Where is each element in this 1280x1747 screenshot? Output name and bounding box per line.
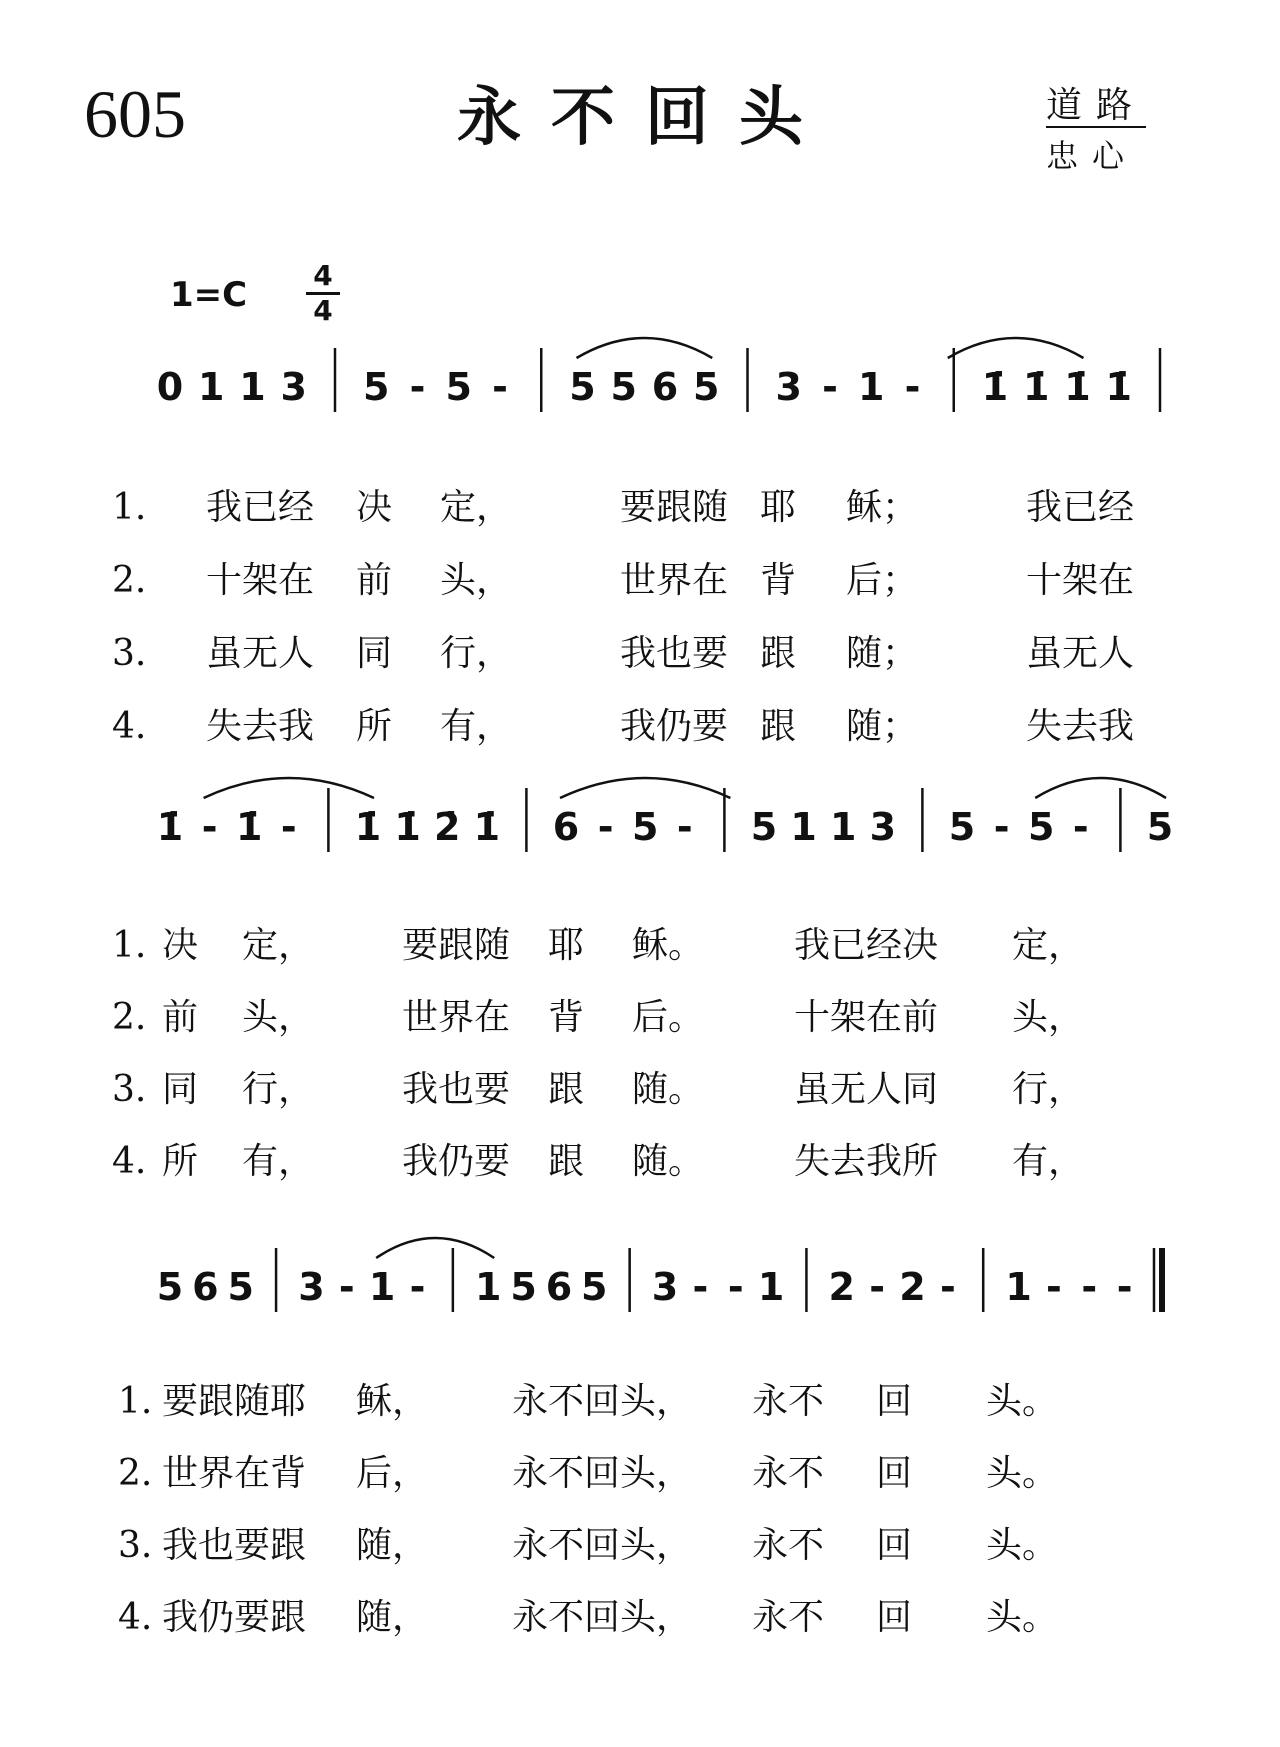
verse-number: 1. bbox=[112, 487, 147, 528]
note: 1̇ bbox=[394, 805, 421, 849]
dash-extension: - bbox=[727, 1265, 744, 1309]
dash-extension: - bbox=[1072, 805, 1089, 849]
note: 5 bbox=[363, 365, 390, 409]
dash-extension: - bbox=[692, 1265, 709, 1309]
lyric-syllable: 头， bbox=[1012, 997, 1085, 1038]
dash-extension: - bbox=[676, 805, 693, 849]
lyric-syllable: 随； bbox=[846, 633, 919, 674]
lyric-syllable: 回 bbox=[876, 1381, 913, 1422]
note: 0 bbox=[156, 365, 184, 409]
lyric-syllable: 要跟随耶 bbox=[162, 1381, 307, 1422]
lyric-syllable: 后； bbox=[846, 560, 919, 601]
note: 5 bbox=[445, 365, 472, 409]
lyric-syllable: 要跟随 bbox=[402, 925, 511, 966]
lyric-syllable: 我仍要 bbox=[402, 1141, 511, 1182]
lyric-syllable: 稣。 bbox=[632, 925, 705, 966]
verse-number: 1. bbox=[112, 925, 147, 966]
lyric-syllable: 我也要跟 bbox=[162, 1525, 307, 1566]
lyric-syllable: 永不回头， bbox=[512, 1453, 693, 1494]
time-signature bbox=[306, 259, 340, 327]
composer-credit: 忠心 bbox=[1046, 137, 1139, 175]
lyric-syllable: 定， bbox=[440, 487, 513, 528]
lyric-syllable: 后。 bbox=[632, 997, 705, 1038]
page-title: 永不回头 bbox=[457, 81, 833, 155]
dash-extension: - bbox=[409, 365, 426, 409]
note: 3 bbox=[280, 365, 307, 409]
note: 5 bbox=[693, 365, 720, 409]
dash-extension: - bbox=[904, 365, 921, 409]
verse-number: 2. bbox=[112, 560, 147, 601]
lyric-syllable: 跟 bbox=[760, 633, 797, 674]
lyric-syllable: 定， bbox=[242, 925, 315, 966]
lyric-syllable: 我仍要 bbox=[620, 706, 729, 747]
time-signature-denominator: 4 bbox=[313, 294, 333, 327]
note: 6 bbox=[545, 1265, 573, 1309]
lyric-syllable: 回 bbox=[876, 1597, 913, 1638]
lyric-syllable: 回 bbox=[876, 1453, 913, 1494]
lyric-syllable: 随； bbox=[846, 706, 919, 747]
slur bbox=[204, 778, 374, 798]
lyric-syllable: 跟 bbox=[760, 706, 797, 747]
lyric-syllable: 我也要 bbox=[402, 1069, 511, 1110]
lyric-syllable: 同 bbox=[356, 633, 393, 674]
note: 1 bbox=[368, 1265, 396, 1309]
dash-extension: - bbox=[869, 1265, 886, 1309]
note: 1 bbox=[198, 365, 225, 409]
verse-number: 3. bbox=[112, 633, 147, 674]
note: 3 bbox=[869, 805, 897, 849]
note: 5 bbox=[1027, 805, 1055, 849]
note: 1̇ bbox=[1064, 365, 1091, 409]
note: 5 bbox=[569, 365, 596, 409]
key-signature: 1=C bbox=[170, 275, 248, 315]
note: 3 bbox=[775, 365, 802, 409]
lyric-syllable: 随。 bbox=[632, 1141, 705, 1182]
lyric-syllable: 同 bbox=[162, 1069, 199, 1110]
lyric-syllable: 随， bbox=[356, 1525, 429, 1566]
lyric-syllable: 耶 bbox=[760, 487, 797, 528]
lyric-syllable: 随。 bbox=[632, 1069, 705, 1110]
note: 3 bbox=[298, 1265, 325, 1309]
note: 5 bbox=[510, 1265, 537, 1309]
lyric-syllable: 十架在 bbox=[206, 560, 315, 601]
note: 1 bbox=[858, 365, 885, 409]
verse-number: 2. bbox=[112, 997, 147, 1038]
note: 2 bbox=[899, 1265, 926, 1309]
lyric-syllable: 十架在前 bbox=[794, 997, 939, 1038]
lyric-syllable: 头， bbox=[242, 997, 315, 1038]
note: 1 bbox=[474, 1265, 502, 1309]
note: 1 bbox=[757, 1265, 785, 1309]
note: 2 bbox=[828, 1265, 856, 1309]
hymn-number: 605 bbox=[84, 76, 186, 152]
lyric-syllable: 世界在 bbox=[402, 997, 511, 1038]
note: 5 bbox=[750, 805, 778, 849]
lyric-syllable: 稣， bbox=[356, 1381, 429, 1422]
verse-number: 4. bbox=[118, 1597, 153, 1638]
lyric-syllable: 决 bbox=[162, 925, 199, 966]
note: 5 bbox=[227, 1265, 254, 1309]
note: 5 bbox=[1146, 805, 1174, 849]
lyric-syllable: 回 bbox=[876, 1525, 913, 1566]
note: 3 bbox=[651, 1265, 679, 1309]
lyric-syllable: 头。 bbox=[986, 1525, 1059, 1566]
lyric-syllable: 背 bbox=[760, 560, 797, 601]
music-system-3 bbox=[0, 1230, 1280, 1340]
verse-number: 3. bbox=[118, 1525, 153, 1566]
slur bbox=[577, 338, 713, 358]
lyric-syllable: 永不回头， bbox=[512, 1525, 693, 1566]
verse-number: 3. bbox=[112, 1069, 147, 1110]
lyric-syllable: 永不回头， bbox=[512, 1381, 693, 1422]
lyric-syllable: 世界在背 bbox=[162, 1453, 307, 1494]
note: 6 bbox=[192, 1265, 219, 1309]
dash-extension: - bbox=[993, 805, 1010, 849]
note: 5 bbox=[156, 1265, 184, 1309]
dash-extension: - bbox=[597, 805, 614, 849]
note: 1̇ bbox=[156, 805, 184, 849]
note: 5 bbox=[610, 365, 637, 409]
lyric-syllable: 十架在 bbox=[1026, 560, 1135, 601]
lyric-syllable: 虽无人 bbox=[206, 633, 315, 674]
dash-extension: - bbox=[939, 1265, 956, 1309]
lyric-syllable: 背 bbox=[548, 997, 585, 1038]
lyric-syllable: 定， bbox=[1012, 925, 1085, 966]
lyric-syllable: 失去我所 bbox=[794, 1141, 939, 1182]
verse-number: 4. bbox=[112, 706, 147, 747]
lyric-syllable: 稣； bbox=[846, 487, 919, 528]
dash-extension: - bbox=[201, 805, 218, 849]
lyric-syllable: 永不回头， bbox=[512, 1597, 693, 1638]
lyric-syllable: 后， bbox=[356, 1453, 429, 1494]
note: 1̇ bbox=[473, 805, 501, 849]
note: 1̇ bbox=[354, 805, 382, 849]
note: 1 bbox=[1005, 1265, 1032, 1309]
lyric-syllable: 永不 bbox=[752, 1525, 825, 1566]
lyric-syllable: 我仍要跟 bbox=[162, 1597, 307, 1638]
lyric-syllable: 失去我 bbox=[206, 706, 315, 747]
lyric-syllable: 随， bbox=[356, 1597, 429, 1638]
dash-extension: - bbox=[492, 365, 508, 409]
lyric-syllable: 永不 bbox=[752, 1381, 825, 1422]
time-signature-numerator: 4 bbox=[306, 262, 340, 295]
note: 1̇ bbox=[981, 365, 1009, 409]
lyric-syllable: 我已经 bbox=[206, 487, 315, 528]
dash-extension: - bbox=[409, 1265, 426, 1309]
lyric-syllable: 头。 bbox=[986, 1597, 1059, 1638]
lyric-syllable: 头。 bbox=[986, 1453, 1059, 1494]
note: 1 bbox=[790, 805, 817, 849]
lyric-syllable: 永不 bbox=[752, 1597, 825, 1638]
note: 5 bbox=[581, 1265, 608, 1309]
music-system-1 bbox=[0, 330, 1280, 440]
dash-extension: - bbox=[280, 805, 297, 849]
lyric-syllable: 有， bbox=[242, 1141, 315, 1182]
dash-extension: - bbox=[338, 1265, 355, 1309]
lyric-syllable: 失去我 bbox=[1026, 706, 1135, 747]
note: 5 bbox=[631, 805, 659, 849]
note: 1 bbox=[829, 805, 857, 849]
lyric-syllable: 耶 bbox=[548, 925, 585, 966]
lyric-syllable: 前 bbox=[162, 997, 199, 1038]
note: 1 bbox=[239, 365, 266, 409]
slur bbox=[948, 338, 1084, 358]
dash-extension: - bbox=[1046, 1265, 1062, 1309]
lyricist-credit: 道路 bbox=[1046, 85, 1147, 126]
lyric-syllable: 所 bbox=[162, 1141, 199, 1182]
lyric-syllable: 虽无人 bbox=[1026, 633, 1135, 674]
dash-extension: - bbox=[822, 365, 838, 409]
dash-extension: - bbox=[1116, 1265, 1133, 1309]
dash-extension: - bbox=[1081, 1265, 1098, 1309]
lyric-syllable: 有， bbox=[440, 706, 513, 747]
note: 6 bbox=[651, 365, 679, 409]
note: 6 bbox=[552, 805, 580, 849]
note: 1̇ bbox=[1023, 365, 1050, 409]
lyric-syllable: 决 bbox=[356, 487, 393, 528]
slur bbox=[560, 778, 730, 798]
lyric-syllable: 前 bbox=[356, 560, 393, 601]
lyric-syllable: 我也要 bbox=[620, 633, 729, 674]
verse-number: 4. bbox=[112, 1141, 147, 1182]
lyric-syllable: 头， bbox=[440, 560, 513, 601]
lyric-syllable: 行， bbox=[242, 1069, 315, 1110]
verse-number: 1. bbox=[118, 1381, 153, 1422]
lyric-syllable: 我已经 bbox=[1026, 487, 1135, 528]
lyric-syllable: 行， bbox=[440, 633, 513, 674]
verse-number: 2. bbox=[118, 1453, 153, 1494]
lyric-syllable: 跟 bbox=[548, 1141, 585, 1182]
music-system-2 bbox=[0, 770, 1280, 880]
note: 2̇ bbox=[433, 805, 461, 849]
note: 1̇ bbox=[1105, 365, 1132, 409]
lyric-syllable: 行， bbox=[1012, 1069, 1085, 1110]
note: 5 bbox=[948, 805, 976, 849]
lyric-syllable: 所 bbox=[356, 706, 393, 747]
lyric-syllable: 头。 bbox=[986, 1381, 1059, 1422]
lyric-syllable: 有， bbox=[1012, 1141, 1085, 1182]
lyric-syllable: 世界在 bbox=[620, 560, 729, 601]
lyric-syllable: 跟 bbox=[548, 1069, 585, 1110]
lyric-syllable: 要跟随 bbox=[620, 487, 729, 528]
note: 1̇ bbox=[235, 805, 263, 849]
lyric-syllable: 永不 bbox=[752, 1453, 825, 1494]
lyric-syllable: 我已经决 bbox=[794, 925, 939, 966]
slur bbox=[1035, 778, 1166, 798]
lyric-syllable: 虽无人同 bbox=[794, 1069, 939, 1110]
slur bbox=[376, 1238, 494, 1258]
